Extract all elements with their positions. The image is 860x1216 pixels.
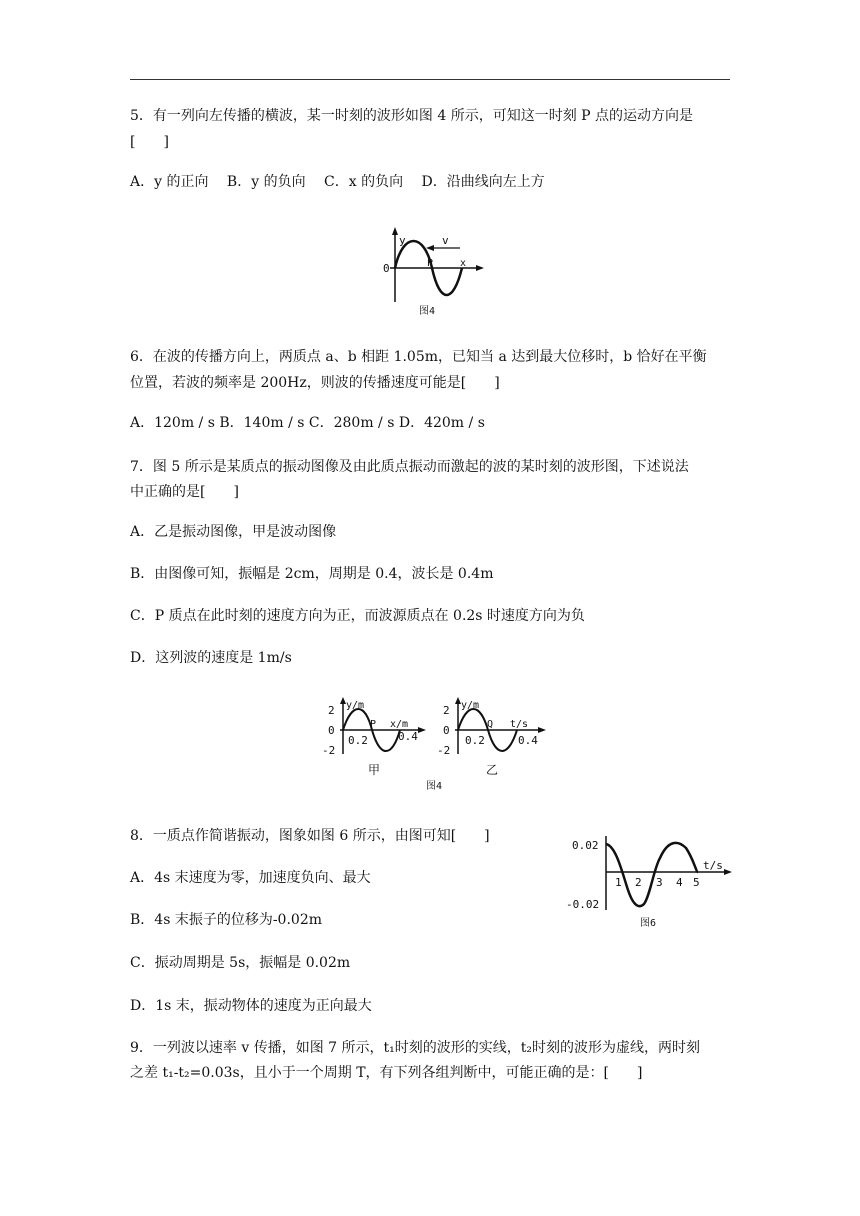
q9-stem-line1: 9．一列波以速率 v 传播，如图 7 所示，t₁时刻的波形的实线，t₂时刻的波形为虚线，两时刻: [130, 1040, 700, 1056]
q5-origin-label: 0: [383, 262, 390, 275]
q6-stem-line2: 位置，若波的频率是 200Hz，则波的传播速度可能是[ ]: [130, 375, 500, 391]
q5-wave-figure: [350, 222, 500, 322]
q8-x-arrow: [724, 869, 732, 875]
q8-option-a: A．4s 末速度为零，加速度负向、最大: [130, 870, 371, 886]
q5-y-arrow: [392, 227, 398, 235]
q5-stem-line1: 5．有一列向左传播的横波，某一时刻的波形如图 4 所示，可知这一时刻 P 点的运动方向是: [130, 108, 694, 124]
q7-left-name: 甲: [368, 763, 381, 777]
q9-stem-line2: 之差 t₁-t₂=0.03s，且小于一个周期 T，有下列各组判断中，可能正确的是：[ ]: [130, 1065, 643, 1081]
q7-right-graph: [437, 697, 546, 777]
q7-right-yzero: 0: [443, 724, 450, 737]
q5-x-arrow: [476, 265, 484, 271]
q7-right-tick1: 0.2: [465, 734, 485, 747]
q5-options: A．y 的正向 B．y 的负向 C．x 的负向 D．沿曲线向左上方: [130, 174, 545, 190]
q7-caption: 图4: [426, 781, 443, 792]
q7-left-tick2: 0.4: [398, 730, 418, 743]
q7-right-ytop: 2: [443, 704, 450, 717]
q5-stem-line2: [ ]: [130, 134, 169, 150]
q5-velocity-arrowhead: [426, 245, 434, 251]
q7-left-point: P: [370, 719, 377, 730]
q8-ytop: 0.02: [572, 839, 599, 852]
q7-right-point: Q: [487, 719, 494, 730]
q7-right-ylabel: y/m: [461, 700, 480, 711]
q7-option-c: C．P 质点在此时刻的速度方向为正，而波源质点在 0.2s 时速度方向为负: [130, 608, 585, 624]
q8-tick-2: 2: [635, 876, 642, 889]
q7-figures: [310, 692, 560, 794]
q7-left-ytop: 2: [328, 704, 335, 717]
q5-point-label: P: [427, 258, 434, 269]
q8-ybot: -0.02: [566, 898, 600, 911]
q5-y-label: y: [399, 234, 406, 247]
q7-option-d: D．这列波的速度是 1m/s: [130, 650, 292, 666]
q7-left-ybot: -2: [322, 744, 336, 757]
q8-tick-5: 5: [693, 876, 700, 889]
q8-option-c: C．振动周期是 5s，振幅是 0.02m: [130, 955, 351, 971]
q6-stem-line1: 6．在波的传播方向上，两质点 a、b 相距 1.05m，已知当 a 达到最大位移时，b 恰好在平衡: [130, 349, 707, 365]
q7-option-a: A．乙是振动图像，甲是波动图像: [130, 524, 337, 540]
q7-stem-line2: 中正确的是[ ]: [130, 484, 239, 500]
q7-left-yzero: 0: [328, 724, 335, 737]
q8-xlabel: t/s: [703, 859, 723, 872]
q7-left-tick1: 0.2: [348, 734, 368, 747]
q5-x-label: x: [460, 258, 467, 269]
q8-stem: 8．一质点作简谐振动，图象如图 6 所示，由图可知[ ]: [130, 828, 490, 844]
q5-v-label: v: [442, 234, 449, 247]
q7-right-ybot: -2: [437, 744, 451, 757]
q7-left-graph: [322, 697, 426, 777]
q8-tick-3: 3: [656, 876, 663, 889]
q8-caption: 图6: [640, 918, 657, 929]
q7-left-xlabel: x/m: [390, 719, 409, 730]
q5-caption: 图4: [419, 306, 436, 317]
q8-option-d: D．1s 末，振动物体的速度为正向最大: [130, 998, 372, 1014]
header-rule: [130, 79, 730, 80]
q7-right-xlabel: t/s: [510, 719, 529, 730]
q7-left-ylabel: y/m: [346, 700, 365, 711]
q6-options: A．120m / s B．140m / s C．280m / s D．420m / s: [130, 415, 485, 431]
q7-right-tick2: 0.4: [518, 734, 538, 747]
q8-option-b: B．4s 末振子的位移为-0.02m: [130, 912, 323, 928]
q7-right-name: 乙: [486, 763, 499, 777]
q8-vibration-figure: [560, 828, 740, 932]
q8-tick-4: 4: [676, 876, 683, 889]
q8-tick-1: 1: [615, 876, 622, 889]
q8-wave-curve: [606, 843, 698, 906]
q7-stem-line1: 7．图 5 所示是某质点的振动图像及由此质点振动而激起的波的某时刻的波形图，下述说法: [130, 459, 689, 475]
q7-option-b: B．由图像可知，振幅是 2cm，周期是 0.4，波长是 0.4m: [130, 566, 494, 582]
